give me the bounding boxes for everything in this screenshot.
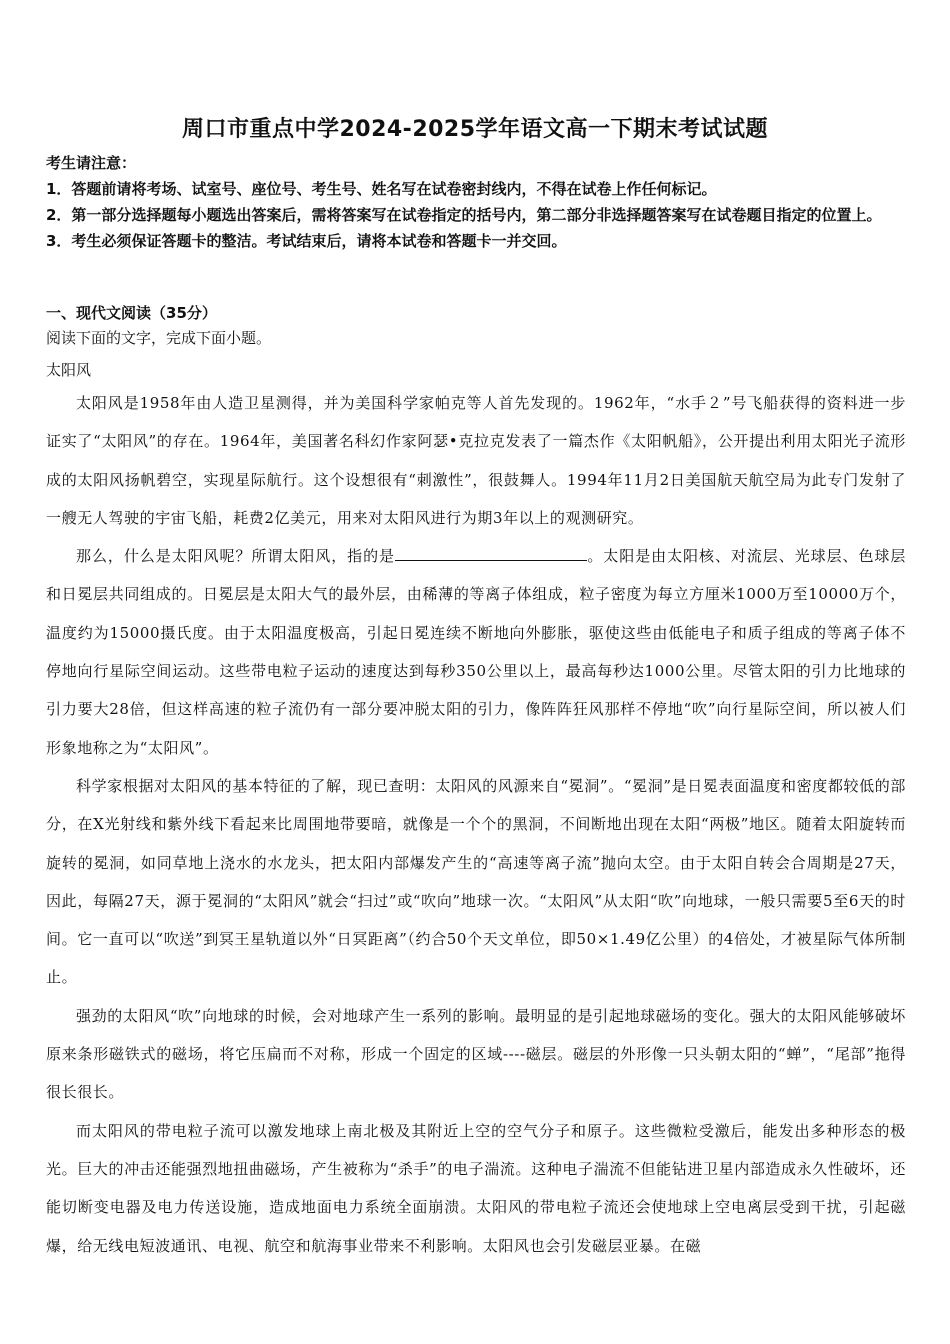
notice-item-2: 2．第一部分选择题每小题选出答案后，需将答案写在试卷指定的括号内，第二部分非选择题答案写在试卷题目指定的位置上。: [46, 206, 882, 224]
paragraph-text: 那么，什么是太阳风呢？所谓太阳风，指的是: [76, 547, 395, 566]
answer-blank[interactable]: [395, 546, 587, 561]
exam-title: 周口市重点中学2024-2025学年语文高一下期末考试试题: [181, 117, 769, 142]
notice-item-1: 1．答题前请将考场、试室号、座位号、考生号、姓名写在试卷密封线内，不得在试卷上作任何标记。: [46, 180, 717, 198]
notice-item-3: 3．考生必须保证答题卡的整洁。考试结束后，请将本试卷和答题卡一并交回。: [46, 232, 567, 250]
paragraph-text: 。太阳是由太阳核、对流层、光球层、色球层和日冕层共同组成的。日冕层是太阳大气的最外层，由稀薄的等离子体组成，粒子密度为每立方厘米1000万至10000万个，温度约为15000摄氏度。由于太阳温度极高，引起日冕连续不断地向外膨胀，驱使这些由低能电子和质子组成的等离子体不停地向行星际空间运动。这些带电粒子运动的速度达到每秒350公里以上，最高每秒达1000公里。尽管太阳的引力比地球的引力要大28倍，但这样高速的粒子流仍有一部分要冲脱太阳的引力，像阵阵狂风那样不停地“吹”向行星际空间，所以被人们形象地称之为“太阳风”。: [46, 547, 906, 757]
paragraph: 科学家根据对太阳风的基本特征的了解，现已查明：太阳风的风源来自“冕洞”。“冕洞”是日冕表面温度和密度都较低的部分，在X光射线和紫外线下看起来比周围地带要暗，就像是一个个的黑洞，不间断地出现在太阳“两极”地区。随着太阳旋转而旋转的冕洞，如同草地上浇水的水龙头，把太阳内部爆发产生的“高速等离子流”抛向太空。由于太阳自转会合周期是27天，因此，每隔27天，源于冕洞的“太阳风”就会“扫过”或“吹向”地球一次。“太阳风”从太阳“吹”向地球，一般只需要5至6天的时间。它一直可以“吹送”到冥王星轨道以外“日冥距离”（约合50个天文单位，即50×1.49亿公里）的4倍处，才被星际气体所制止。: [46, 776, 906, 987]
paragraph: 强劲的太阳风“吹”向地球的时候，会对地球产生一系列的影响。最明显的是引起地球磁场的变化。强大的太阳风能够破坏原来条形磁铁式的磁场，将它压扁而不对称，形成一个固定的区域----磁层。磁层的外形像一只头朝太阳的“蝉”，“尾部”拖得很长很长。: [46, 1006, 906, 1102]
paragraph: 而太阳风的带电粒子流可以激发地球上南北极及其附近上空的空气分子和原子。这些微粒受激后，能发出多种形态的极光。巨大的冲击还能强烈地扭曲磁场，产生被称为“杀手”的电子湍流。这种电子湍流不但能钻进卫星内部造成永久性破坏，还能切断变电器及电力传送设施，造成地面电力系统全面崩溃。太阳风的带电粒子流还会使地球上空电离层受到干扰，引起磁爆，给无线电短波通讯、电视、航空和航海事业带来不利影响。太阳风也会引发磁层亚暴。在磁: [46, 1121, 906, 1255]
paragraph: 太阳风是1958年由人造卫星测得，并为美国科学家帕克等人首先发现的。1962年，“水手２”号飞船获得的资料进一步证实了“太阳风”的存在。1964年，美国著名科幻作家阿瑟•克拉克发表了一篇杰作《太阳帆船》，公开提出利用太阳光子流形成的太阳风扬帆碧空，实现星际航行。这个设想很有“刺激性”，很鼓舞人。1994年11月2日美国航天航空局为此专门发射了一艘无人驾驶的宇宙飞船，耗费2亿美元，用来对太阳风进行为期3年以上的观测研究。: [46, 394, 906, 527]
section-heading: 一、现代文阅读（35分）: [46, 304, 217, 322]
passage-title: 太阳风: [46, 361, 92, 379]
notice-block: [46, 150, 916, 254]
paragraph: [46, 537, 906, 767]
reading-instruction: 阅读下面的文字，完成下面小题。: [46, 329, 272, 347]
notice-heading: 考生请注意：: [46, 154, 137, 172]
passage-body: [46, 384, 906, 1265]
